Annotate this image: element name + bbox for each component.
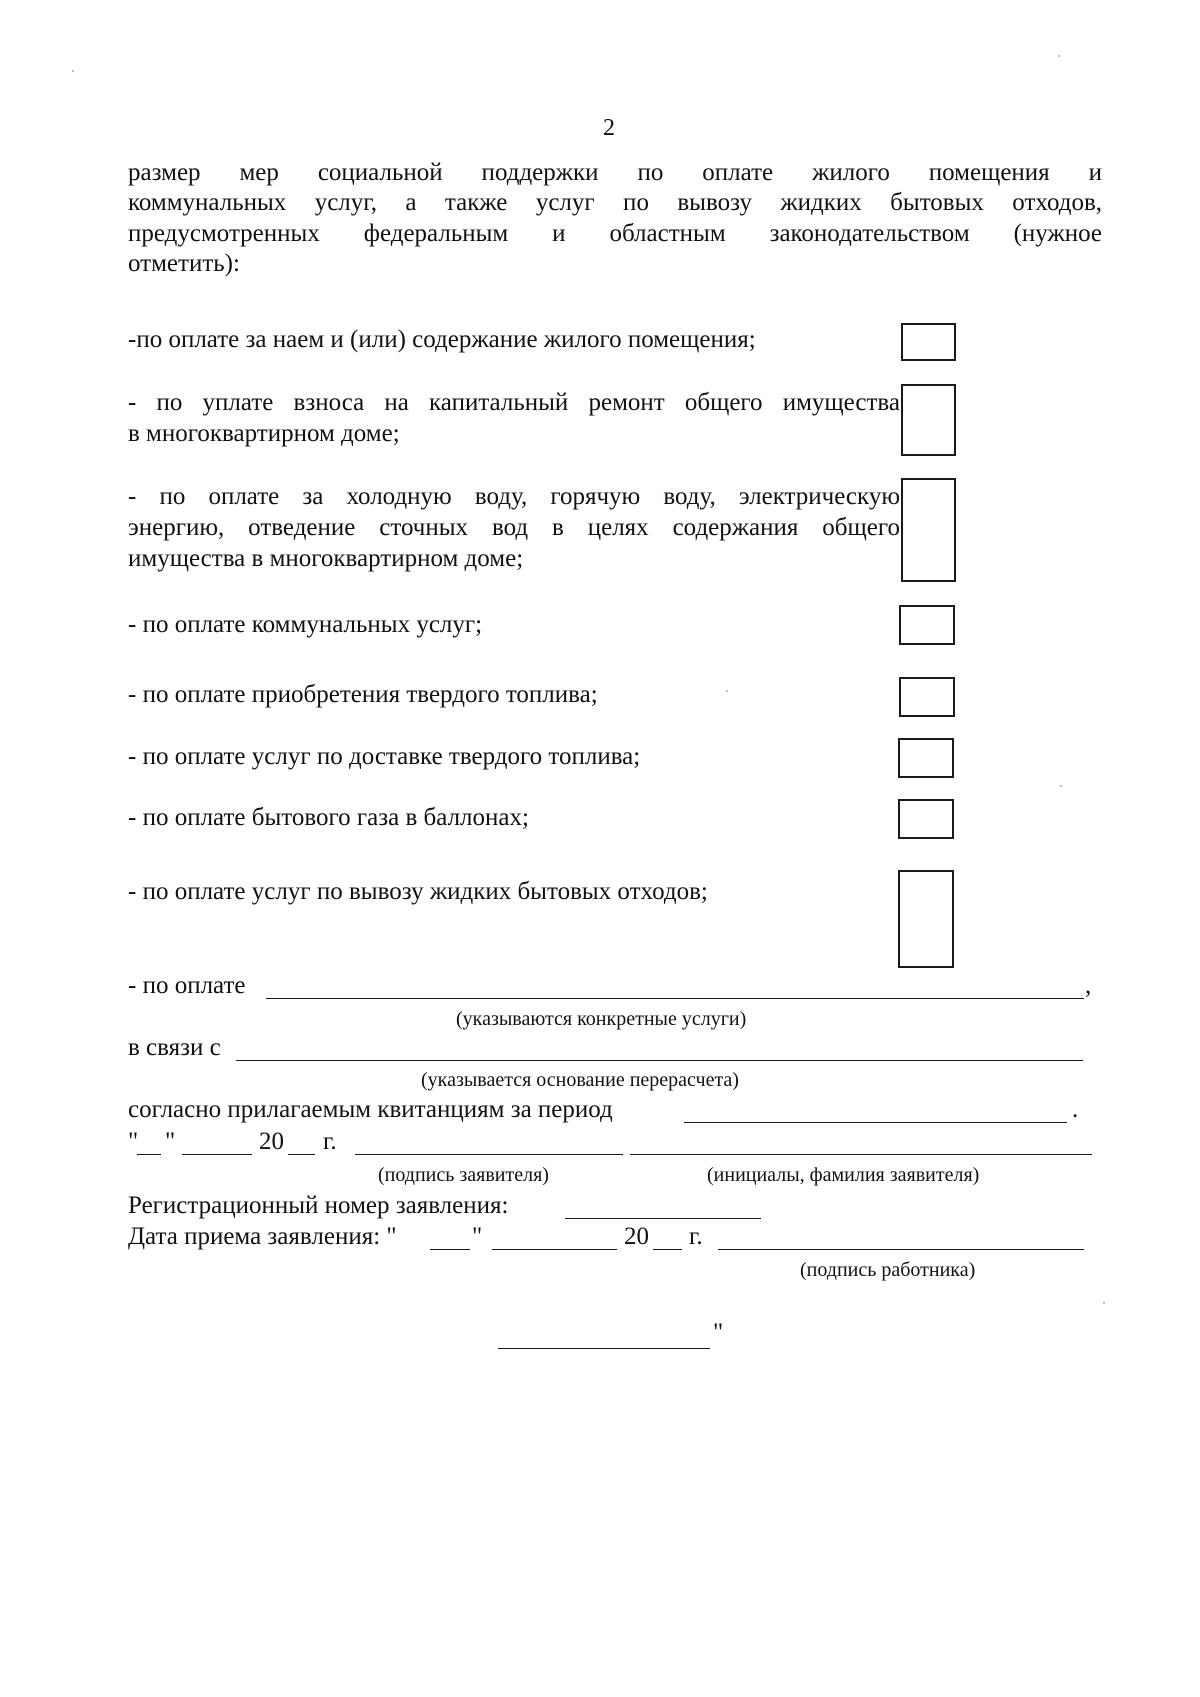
scan-speck	[1058, 55, 1060, 57]
option-2-text-line-1: - по уплате взноса на капитальный ремонт общего имущества	[128, 389, 900, 416]
option-8-text: - по оплате услуг по вывозу жидких бытовых отходов;	[128, 878, 708, 905]
option-2-text-line-2: в многоквартирном доме;	[128, 420, 400, 447]
option-1-checkbox[interactable]	[901, 323, 956, 361]
acceptance-quote-close: "	[472, 1223, 483, 1250]
applicant-name-field[interactable]	[630, 1154, 1092, 1155]
employee-signature-field[interactable]	[718, 1249, 1084, 1250]
applicant-signature-hint: (подпись заявителя)	[378, 1164, 549, 1186]
option-6-checkbox[interactable]	[898, 738, 954, 778]
option-4-text: - по оплате коммунальных услуг;	[128, 611, 483, 638]
date-quote-close: "	[165, 1128, 176, 1155]
date-year-prefix: 20	[259, 1128, 284, 1155]
scan-speck	[1103, 1302, 1105, 1304]
employee-signature-hint: (подпись работника)	[800, 1259, 976, 1281]
period-label: согласно прилагаемым квитанциям за период	[128, 1096, 613, 1123]
acceptance-year-field[interactable]	[653, 1249, 682, 1250]
reason-hint: (указывается основание перерасчета)	[421, 1069, 739, 1091]
option-8-checkbox[interactable]	[898, 870, 954, 968]
option-3-checkbox[interactable]	[901, 478, 956, 582]
option-4-checkbox[interactable]	[899, 605, 955, 645]
intro-line-2: коммунальных услуг, а также услуг по вывозу жидких бытовых отходов,	[128, 189, 1102, 216]
registration-number-field[interactable]	[565, 1218, 761, 1219]
other-service-comma: ,	[1085, 972, 1092, 999]
closing-line	[498, 1348, 710, 1349]
applicant-signature-field[interactable]	[355, 1154, 623, 1155]
option-7-checkbox[interactable]	[898, 799, 954, 839]
date-year-suffix: г.	[323, 1128, 337, 1155]
option-3-text-line-2: энергию, отведение сточных вод в целях содержания общего	[128, 514, 900, 541]
date-day-field[interactable]	[137, 1154, 161, 1155]
acceptance-year-prefix: 20	[624, 1223, 649, 1250]
option-3-text-line-3: имущества в многоквартирном доме;	[128, 545, 524, 572]
acceptance-label: Дата приема заявления: "	[128, 1223, 397, 1250]
other-service-field[interactable]	[266, 998, 1084, 999]
option-1-text: -по оплате за наем и (или) содержание жилого помещения;	[128, 326, 756, 353]
intro-line-3: предусмотренных федеральным и областным законодательством (нужное	[128, 220, 1102, 247]
applicant-name-hint: (инициалы, фамилия заявителя)	[707, 1164, 980, 1186]
option-5-checkbox[interactable]	[899, 677, 955, 717]
option-5-text: - по оплате приобретения твердого топлива;	[128, 681, 598, 708]
option-6-text: - по оплате услуг по доставке твердого топлива;	[128, 743, 641, 770]
acceptance-day-field[interactable]	[430, 1249, 470, 1250]
registration-label: Регистрационный номер заявления:	[128, 1192, 509, 1219]
period-dot: .	[1072, 1096, 1079, 1123]
option-7-text: - по оплате бытового газа в баллонах;	[128, 804, 529, 831]
intro-line-1: размер мер социальной поддержки по оплате жилого помещения и	[128, 159, 1102, 186]
reason-label: в связи с	[128, 1034, 221, 1061]
period-field[interactable]	[684, 1122, 1067, 1123]
reason-field[interactable]	[236, 1060, 1083, 1061]
date-month-field[interactable]	[182, 1154, 252, 1155]
page-number: 2	[603, 115, 615, 141]
scan-speck	[1060, 785, 1062, 787]
closing-quote: "	[713, 1319, 724, 1346]
option-2-checkbox[interactable]	[901, 384, 956, 456]
acceptance-month-field[interactable]	[492, 1249, 617, 1250]
acceptance-year-suffix: г.	[689, 1223, 703, 1250]
scan-speck	[72, 70, 74, 72]
option-3-text-line-1: - по оплате за холодную воду, горячую воду, электрическую	[128, 483, 900, 510]
scan-speck	[726, 690, 728, 692]
date-year-field[interactable]	[288, 1154, 315, 1155]
other-service-label: - по оплате	[128, 972, 246, 999]
other-service-hint: (указываются конкретные услуги)	[456, 1008, 747, 1030]
date-quote-open: "	[128, 1128, 139, 1155]
intro-line-4: отметить):	[128, 250, 240, 277]
